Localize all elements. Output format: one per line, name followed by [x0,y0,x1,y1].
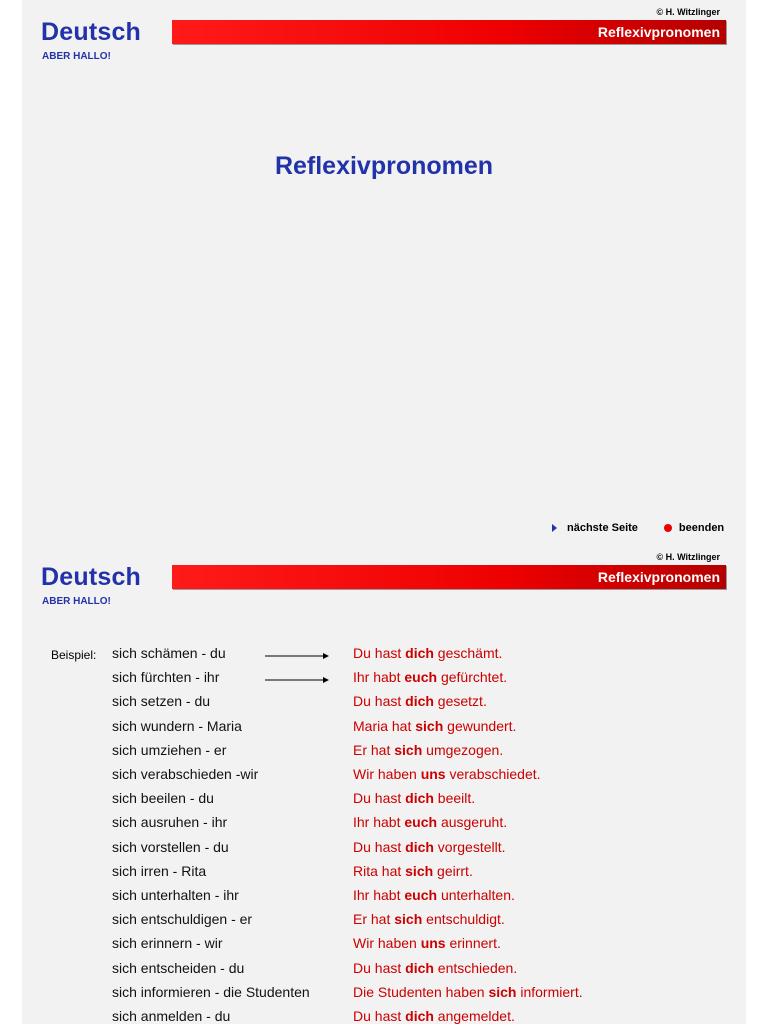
verb-prompt: sich beeilen - du [112,790,214,807]
sentence-start: Du hast [353,790,406,807]
arrow-right-icon [265,677,329,683]
answer-sentence [353,669,507,685]
sentence-end: geschämt. [433,645,503,661]
verb-prompt: sich vorstellen - du [112,838,229,855]
copyright-notice: © H. Witzlinger [656,7,720,17]
answer-sentence [353,911,505,927]
sentence-start: Er hat [353,911,395,928]
reflexive-pronoun: dich [405,959,434,976]
answer-sentence [353,863,473,879]
sentence-end: gefürchtet. [437,669,508,686]
logo-title: Deutsch [41,18,142,46]
exercise-row [22,984,746,1006]
answer-sentence [353,984,583,1000]
reflexive-pronoun: sich [405,862,434,879]
reflexive-pronoun: uns [420,766,446,782]
verb-prompt: sich anmelden - du [112,1008,231,1024]
example-label: Beispiel: [51,648,97,662]
end-link[interactable] [638,522,724,534]
answer-sentence [353,718,516,734]
header-title: Reflexivpronomen [597,24,720,40]
answer-sentence [353,887,515,903]
next-page-label: nächste Seite [567,522,638,534]
sentence-start: Ihr habt [353,814,405,831]
exercise-row [22,814,746,836]
answer-sentence [353,693,487,709]
arrow-right-icon [265,653,329,659]
sentence-start: Rita hat [353,862,406,879]
sentence-end: gewundert. [443,717,517,734]
reflexive-pronoun: sich [394,741,423,758]
sentence-end: erinnert. [445,935,501,952]
sentence-end: ausgeruht. [437,814,508,831]
exercise-row [22,1008,746,1024]
slide-exercise-page [22,545,746,1024]
exercise-row [22,863,746,885]
sentence-end: geirrt. [433,862,473,879]
reflexive-pronoun: euch [404,887,438,903]
verb-prompt: sich informieren - die Studenten [112,983,310,1000]
answer-sentence [353,742,503,758]
red-dot-icon [664,524,672,532]
sentence-start: Du hast [353,1008,406,1024]
exercise-row [22,839,746,861]
answer-sentence [353,935,501,951]
sentence-start: Er hat [353,741,395,758]
reflexive-pronoun: sich [415,717,444,734]
reflexive-pronoun: dich [405,693,434,710]
end-label: beenden [678,522,725,534]
exercise-row [22,887,746,909]
verb-prompt: sich entscheiden - du [112,959,245,976]
exercise-row [22,693,746,715]
answer-sentence [353,960,517,976]
sentence-start: Du hast [353,693,406,710]
page-title: Reflexivpronomen [274,152,494,180]
answer-sentence [353,814,507,830]
verb-prompt: sich entschuldigen - er [112,911,253,928]
header-bar [172,20,726,44]
sentence-end: entschuldigt. [422,911,505,928]
exercise-row [22,766,746,788]
exercise-row [22,742,746,764]
sentence-end: umgezogen. [422,741,504,758]
exercise-row [22,960,746,982]
sentence-end: gesetzt. [433,693,487,710]
slide-title-page [22,0,746,545]
sentence-end: entschieden. [433,959,518,976]
reflexive-pronoun: dich [405,838,434,855]
next-page-link[interactable] [552,522,638,534]
sentence-start: Ihr habt [353,669,405,686]
logo-title: Deutsch [41,563,142,591]
verb-prompt: sich irren - Rita [112,862,207,879]
sentence-end: unterhalten. [437,887,515,903]
sentence-end: vorgestellt. [433,838,506,855]
verb-prompt: sich erinnern - wir [112,935,223,952]
reflexive-pronoun: uns [420,935,446,952]
sentence-start: Wir haben [353,935,421,952]
reflexive-pronoun: sich [488,983,517,1000]
copyright-notice: © H. Witzlinger [656,552,720,562]
verb-prompt: sich fürchten - ihr [112,669,220,686]
verb-prompt: sich verabschieden -wir [112,766,259,782]
sentence-end: informiert. [516,983,583,1000]
header-title: Reflexivpronomen [597,569,720,585]
answer-sentence [353,1008,515,1024]
logo-subtitle: ABER HALLO! [42,51,111,62]
reflexive-pronoun: euch [404,669,438,686]
sentence-start: Wir haben [353,766,421,782]
reflexive-pronoun: dich [405,645,434,661]
exercise-row [22,718,746,740]
sentence-end: beeilt. [433,790,476,807]
reflexive-pronoun: dich [405,790,434,807]
sentence-end: angemeldet. [433,1008,515,1024]
verb-prompt: sich wundern - Maria [112,717,242,734]
sentence-end: verabschiedet. [445,766,541,782]
reflexive-pronoun: euch [404,814,438,831]
verb-prompt: sich setzen - du [112,693,211,710]
sentence-start: Maria hat [353,717,416,734]
sentence-start: Du hast [353,645,406,661]
answer-sentence [353,645,502,661]
verb-prompt: sich schämen - du [112,645,226,661]
verb-prompt: sich ausruhen - ihr [112,814,228,831]
exercise-row [22,935,746,957]
exercise-row [22,645,746,667]
verb-prompt: sich unterhalten - ihr [112,887,239,903]
verb-prompt: sich umziehen - er [112,741,227,758]
exercise-row [22,911,746,933]
reflexive-pronoun: dich [405,1008,434,1024]
answer-sentence [353,839,506,855]
sentence-start: Du hast [353,838,406,855]
play-triangle-icon [552,524,557,532]
sentence-start: Ihr habt [353,887,405,903]
navigation [552,522,724,534]
reflexive-pronoun: sich [394,911,423,928]
sentence-start: Du hast [353,959,406,976]
answer-sentence [353,790,475,806]
logo-subtitle: ABER HALLO! [42,596,111,607]
exercise-row [22,669,746,691]
sentence-start: Die Studenten haben [353,983,489,1000]
exercise-row [22,790,746,812]
header-bar [172,565,726,589]
answer-sentence [353,766,541,782]
